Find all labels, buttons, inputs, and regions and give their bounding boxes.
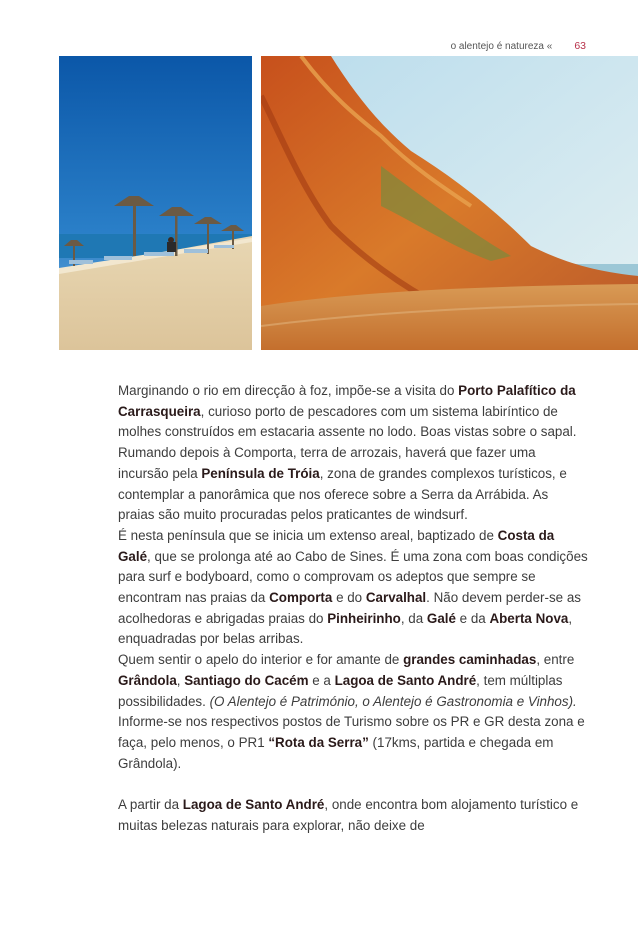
text-run: , da xyxy=(400,610,427,626)
paragraph xyxy=(118,443,588,526)
cliffs-photo xyxy=(261,56,638,350)
paragraph xyxy=(118,381,588,443)
text-run: Marginando o rio em direcção à foz, impõe-se a visita do xyxy=(118,383,459,398)
bold-term: Grândola xyxy=(118,672,177,688)
bold-term: Galé xyxy=(426,610,456,626)
bold-term: “Rota da Serra” xyxy=(268,734,369,750)
bold-term: Comporta xyxy=(269,590,333,606)
bold-term: Porto Palafítico da Carrasqueira xyxy=(118,383,576,419)
text-run: , zona de grandes complexos turísticos, e contemplar a panorâmica que nos oferece sobre a Serra da Arrábida. As praias são muito procuradas pelos praticantes de windsurf. xyxy=(118,465,567,523)
bold-term: Lagoa de Santo André xyxy=(334,672,477,688)
page-number: 63 xyxy=(574,40,586,52)
italic-note: (O Alentejo é Património, o Alentejo é Gastronomia e Vinhos). xyxy=(209,693,577,709)
text-run: , entre xyxy=(536,652,575,668)
text-run: A partir da xyxy=(118,797,183,813)
paragraph xyxy=(118,795,588,836)
text-run: Quem sentir o apelo do interior e for amante de xyxy=(118,652,404,668)
text-run: , enquadradas por belas arribas. xyxy=(118,610,573,647)
text-run: (17kms, partida e chegada em Grândola). xyxy=(118,734,554,771)
beach-photo xyxy=(59,56,252,350)
text-run: , xyxy=(176,672,185,688)
text-run: . Não devem perder-se as acolhedoras e abrigadas praias do xyxy=(118,590,581,626)
paragraph xyxy=(118,650,588,774)
bold-term: Costa da Galé xyxy=(118,527,555,564)
bold-term: Pinheirinho xyxy=(327,610,401,626)
text-run: , tem múltiplas possibilidades. xyxy=(118,672,563,709)
bold-term: Lagoa de Santo André xyxy=(182,797,325,813)
bold-term: Santiago do Cacém xyxy=(184,672,309,688)
running-header xyxy=(451,40,586,52)
text-run: É nesta península que se inicia um extenso areal, baptizado de xyxy=(118,527,498,543)
text-run: e do xyxy=(332,590,366,606)
bold-term: grandes caminhadas xyxy=(403,652,537,668)
bold-term: Península de Tróia xyxy=(201,465,320,481)
text-run: , que se prolonga até ao Cabo de Sines. É uma zona com boas condições para surf e bodyboard, como o comprovam os adeptos que sempre se encontram nas praias da xyxy=(118,548,588,606)
bold-term: Carvalhal xyxy=(365,590,427,606)
section-title: o alentejo é natureza « xyxy=(450,41,553,52)
text-run: , curioso porto de pescadores com um sistema labiríntico de molhes construídos em estacaria assente no lodo. Boas vistas sobre o sapal. xyxy=(118,403,577,440)
text-run: , onde encontra bom alojamento turístico e muitas belezas naturais para explorar, não deixe de xyxy=(118,797,579,833)
text-run: e a xyxy=(308,672,335,688)
text-run: Rumando depois à Comporta, terra de arrozais, haverá que fazer uma incursão pela xyxy=(118,445,536,481)
bold-term: Aberta Nova xyxy=(489,610,569,626)
paragraph xyxy=(118,526,588,650)
body-text xyxy=(118,381,588,836)
text-run: e da xyxy=(455,610,490,626)
text-run: Informe-se nos respectivos postos de Turismo sobre os PR e GR desta zona e faça, pelo menos, o PR1 xyxy=(118,714,585,750)
